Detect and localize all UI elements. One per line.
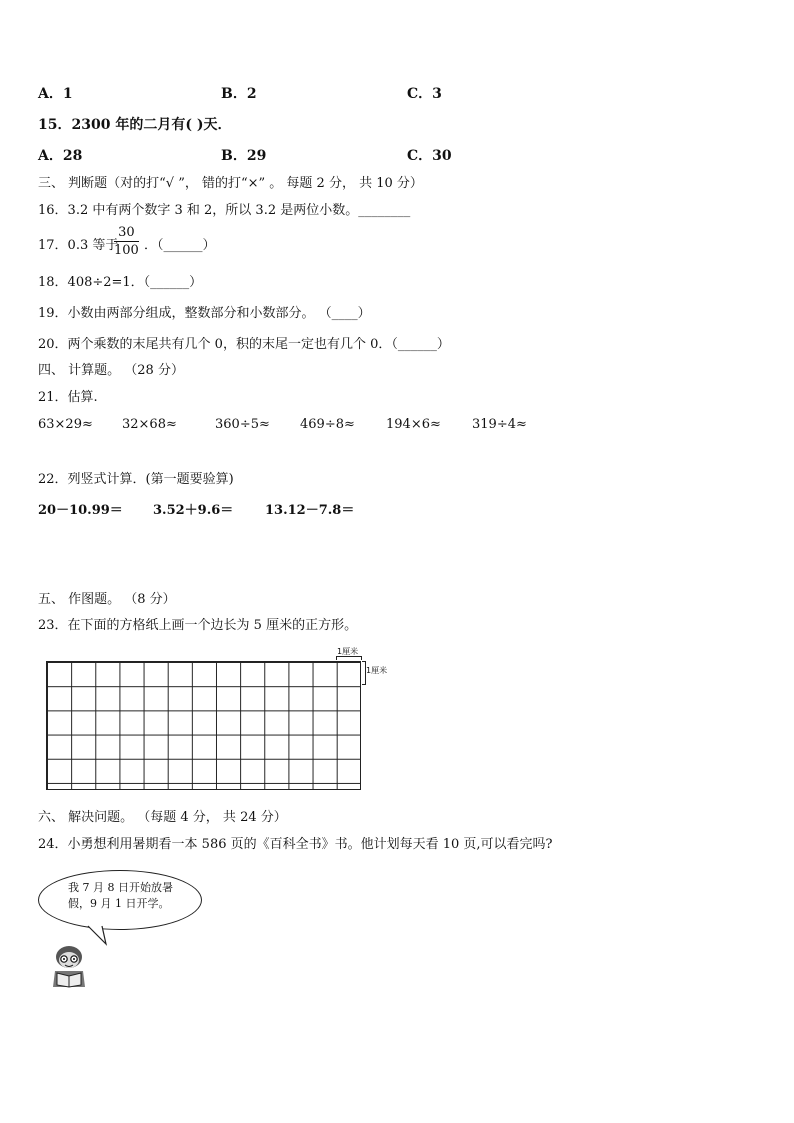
question-23: 23．在下面的方格纸上画一个边长为 5 厘米的正方形。 <box>38 618 358 633</box>
fraction <box>114 224 139 259</box>
question-21-label: 21．估算. <box>38 390 98 405</box>
option-b: B．2 <box>221 86 257 102</box>
option-a: A．1 <box>38 86 73 102</box>
fraction-denominator: 100 <box>114 243 139 258</box>
calc-item: 20－10.99＝ <box>38 503 123 518</box>
estimate-item: 63×29≈ <box>38 417 93 432</box>
section-heading-6: 六、 解决问题。 （每题 4 分， 共 24 分） <box>38 810 287 825</box>
unit-width-bracket <box>336 656 362 660</box>
question-18: 18．408÷2=1．（______） <box>38 275 203 290</box>
estimate-item: 32×68≈ <box>122 417 177 432</box>
question-15: 15．2300 年的二月有( )天． <box>38 117 232 133</box>
boy-reading-icon <box>50 945 88 989</box>
section-heading-5: 五、 作图题。 （8 分） <box>38 592 176 607</box>
q17-prefix: 17．0.3 等于 <box>38 238 119 253</box>
calc-item: 13.12－7.8＝ <box>265 503 355 518</box>
section-heading-3: 三、 判断题（对的打“√ ”， 错的打“×” 。 每题 2 分， 共 10 分） <box>38 176 423 191</box>
unit-height-label: 1厘米 <box>366 666 388 675</box>
question-16: 16．3.2 中有两个数字 3 和 2，所以 3.2 是两位小数。________ <box>38 203 411 218</box>
section-heading-4: 四、 计算题。 （28 分） <box>38 363 184 378</box>
speech-bubble-text <box>68 880 173 912</box>
question-19: 19．小数由两部分组成，整数部分和小数部分。 （____） <box>38 306 371 321</box>
question-24: 24．小勇想利用暑期看一本 586 页的《百科全书》书。他计划每天看 10 页,可以看完吗? <box>38 837 553 852</box>
option-a: A．28 <box>38 148 83 164</box>
calc-item: 3.52＋9.6＝ <box>153 503 234 518</box>
option-b: B．29 <box>221 148 267 164</box>
question-22-label: 22．列竖式计算．(第一题要验算) <box>38 472 234 487</box>
estimate-item: 469÷8≈ <box>300 417 355 432</box>
fraction-numerator: 30 <box>114 224 139 242</box>
question-20: 20．两个乘数的末尾共有几个 0，积的末尾一定也有几个 0．（______） <box>38 337 450 352</box>
estimate-item: 319÷4≈ <box>472 417 527 432</box>
bubble-line: 我 7 月 8 日开始放暑 <box>68 881 173 894</box>
q17-suffix: ．（______） <box>144 238 216 253</box>
option-c: C．3 <box>407 86 442 102</box>
bubble-line: 假，9 月 1 日开学。 <box>68 897 170 910</box>
unit-width-label: 1厘米 <box>337 647 359 656</box>
grid-paper[interactable] <box>46 661 361 790</box>
estimate-item: 360÷5≈ <box>215 417 270 432</box>
estimate-item: 194×6≈ <box>386 417 441 432</box>
option-c: C．30 <box>407 148 452 164</box>
